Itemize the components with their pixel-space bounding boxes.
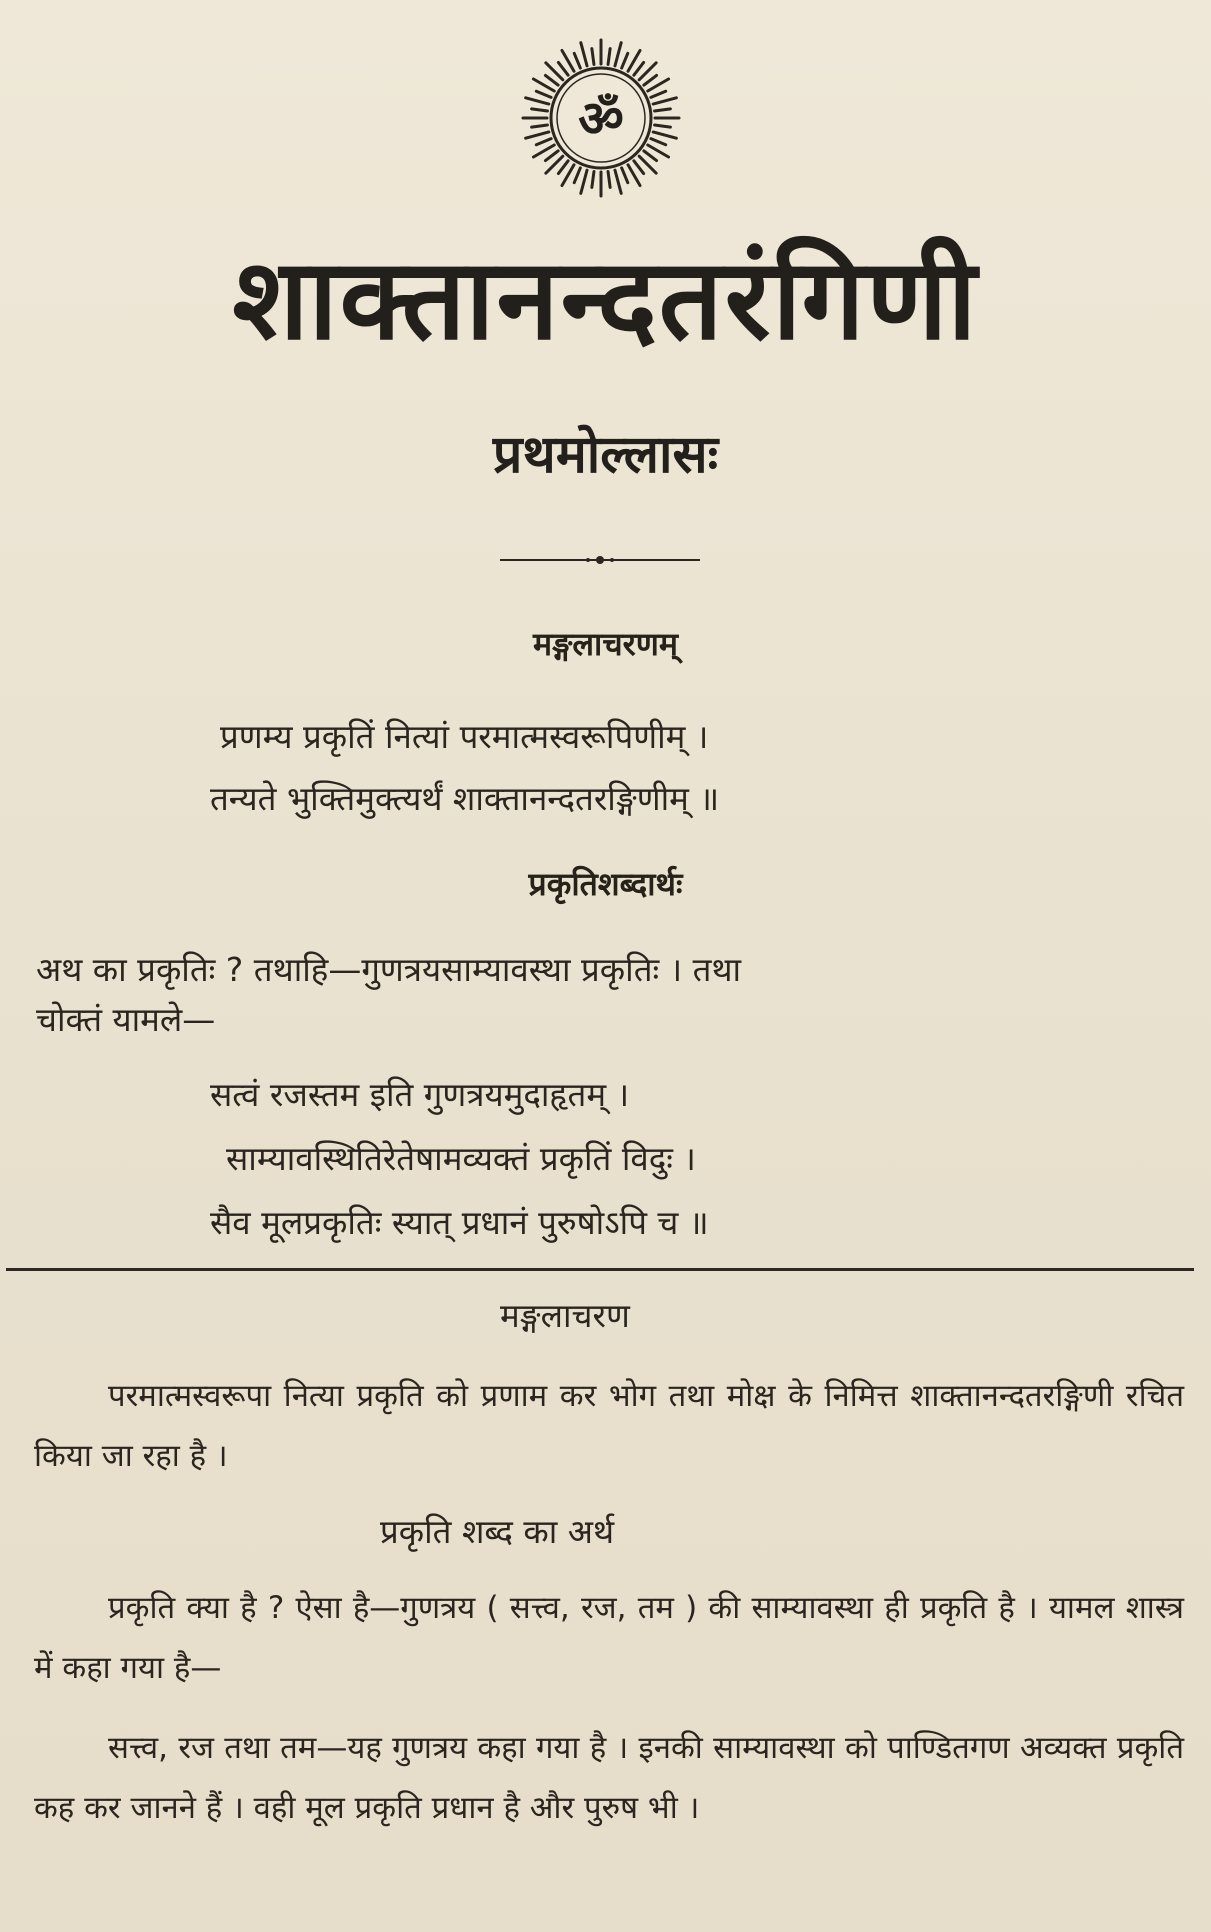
invocation-verse-line-1: प्रणम्य प्रकृतिं नित्यां परमात्मस्वरूपिणीम् । [220,717,709,756]
sun-ray [574,168,580,183]
sun-ray [581,170,587,193]
sun-ray [651,139,666,145]
sanskrit-prose-line-2: चोक्तं यामले— [36,1000,216,1039]
sun-ray [536,139,551,145]
sun-ray [644,75,657,85]
sun-ray [558,62,568,75]
quote-verse-line-1: सत्वं रजस्तम इति गुणत्रयमुदाहृतम् । [210,1075,630,1114]
sun-ray [653,132,676,138]
sun-ray [592,49,594,65]
sun-ray [581,43,587,66]
sun-ray [622,53,628,68]
sun-ray [608,172,610,188]
sun-ray [545,151,558,161]
sun-ray [615,170,621,193]
sun-ray [558,161,568,174]
invocation-verse-line-2: तन्यते भुक्तिमुक्त्यर्थं शाक्तानन्दतरङ्गिणीम् ॥ [210,779,720,818]
sun-ray [655,109,671,111]
sanskrit-meaning-heading: प्रकृतिशब्दार्थः [528,865,683,903]
sun-ray [536,91,551,97]
om-sunburst-icon [519,36,683,200]
sun-ray [651,91,666,97]
quote-verse-line-3: सैव मूलप्रकृतिः स्यात् प्रधानं पुरुषोऽपि च ॥ [210,1203,709,1242]
sun-ray [592,172,594,188]
section-divider [6,1268,1194,1271]
hindi-meaning-text: प्रकृति क्या है ? ऐसा है—गुणत्रय ( सत्त्व, रज, तम ) की साम्यावस्था ही प्रकृति है । यामल शास्त्र में कहा गया है— [34,1590,1184,1686]
sun-ray [608,49,610,65]
hindi-explanation-paragraph [34,1718,1184,1838]
sun-ray [634,161,644,174]
sun-ray [655,125,671,127]
quote-verse-line-2: साम्यावस्थितिरेतेषामव्यक्तं प्रकृतिं विदुः । [226,1139,696,1178]
sun-ray [545,75,558,85]
sanskrit-prose-line-1: अथ का प्रकृतिः ? तथाहि—गुणत्रयसाम्यावस्था प्रकृतिः । तथा [36,950,742,989]
hindi-invocation-text: परमात्मस्वरूपा नित्या प्रकृति को प्रणाम कर भोग तथा मोक्ष के निमित्त शाक्तानन्दतरङ्गिणी रचित किया जा रहा है । [34,1378,1184,1474]
sanskrit-prose [36,945,1186,1045]
sun-ray [653,98,676,104]
hindi-invocation-paragraph [34,1366,1184,1486]
hindi-meaning-paragraph [34,1578,1184,1698]
sun-ray [615,43,621,66]
book-title: शाक्तानन्दतरंगिणी [232,235,979,365]
sanskrit-invocation-heading: मङ्गलाचरणम् [532,625,679,663]
sun-ray [526,98,549,104]
om-symbol: ॐ [578,90,624,148]
sun-ray [532,125,548,127]
sun-ray [526,132,549,138]
ornament-divider-icon [500,553,700,567]
hindi-explanation-text: सत्त्व, रज तथा तम—यह गुणत्रय कहा गया है । इनकी साम्यावस्था को पाण्डितगण अव्यक्त प्रकृति कह कर जानने हैं । वही मूल प्रकृति प्रधान है और पुरुष भी । [34,1730,1184,1826]
sun-ray [532,109,548,111]
hindi-meaning-heading: प्रकृति शब्द का अर्थ [380,1512,615,1551]
sun-ray [644,151,657,161]
hindi-invocation-heading: मङ्गलाचरण [500,1296,630,1335]
chapter-title: प्रथमोल्लासः [492,425,719,485]
sun-ray [574,53,580,68]
sun-ray [634,62,644,75]
sun-ray [622,168,628,183]
